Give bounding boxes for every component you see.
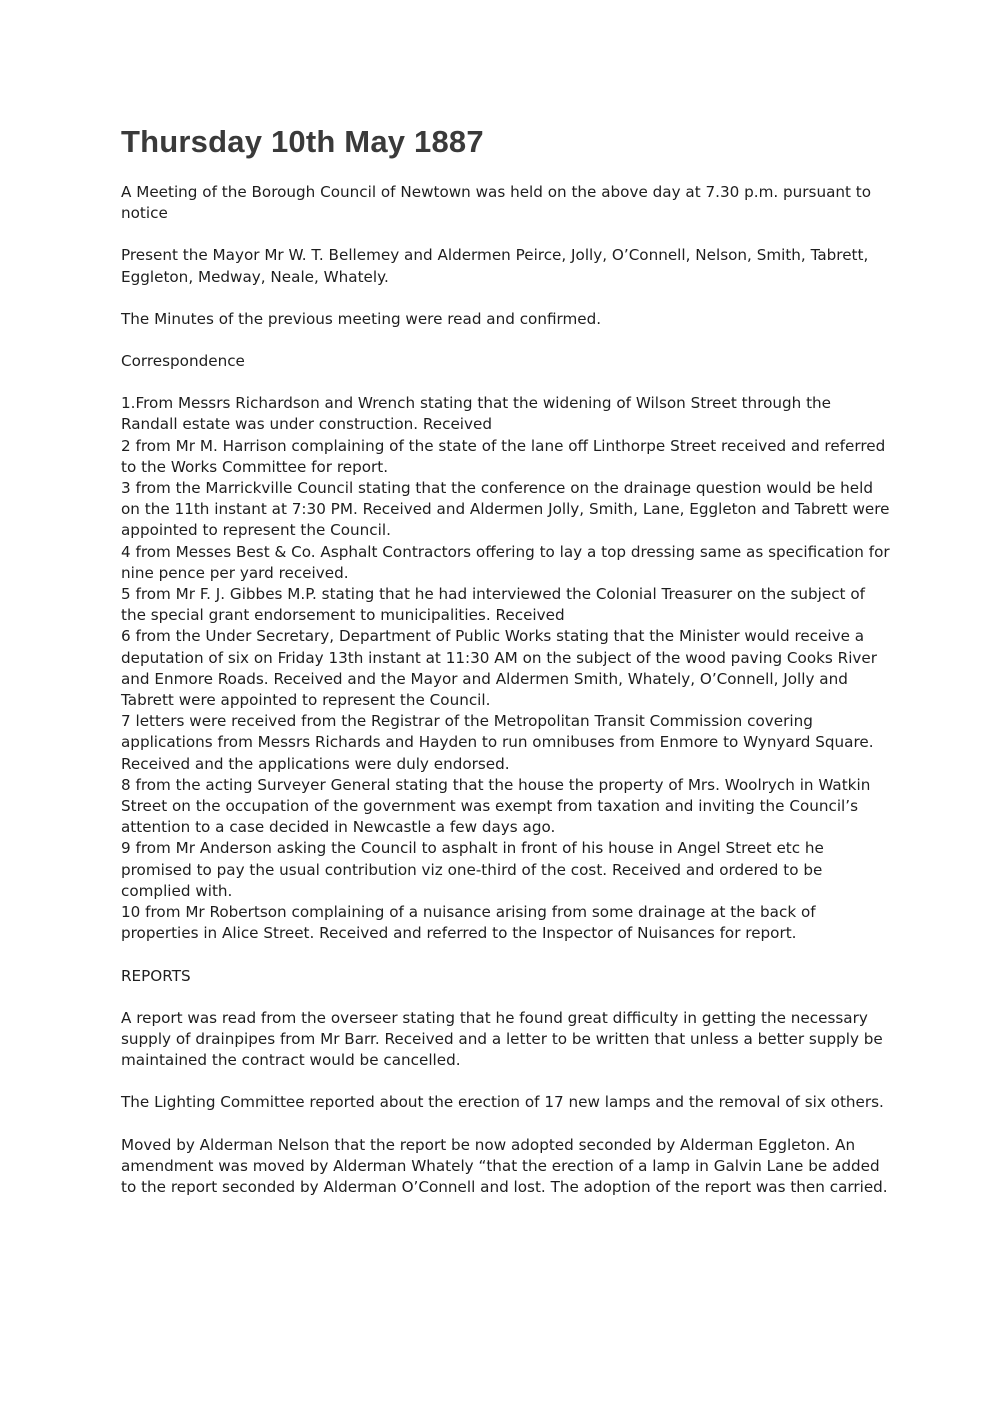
minutes-page xyxy=(121,124,891,1219)
correspondence-item: 2 from Mr M. Harrison complaining of the state of the lane off Linthorpe Street received and referred to the Works Committee for report. xyxy=(121,436,886,476)
page-title: Thursday 10th May 1887 xyxy=(121,124,484,159)
meeting-intro: A Meeting of the Borough Council of Newtown was held on the above day at 7.30 p.m. pursuant to notice xyxy=(121,183,872,223)
correspondence-item: 8 from the acting Surveyer General stating that the house the property of Mrs. Woolrych in Watkin Street on the occupation of the government was exempt from taxation and inviting the Council’s attention to a case decided in Newcastle a few days ago. xyxy=(121,775,871,837)
correspondence-item: 9 from Mr Anderson asking the Council to asphalt in front of his house in Angel Street etc he promised to pay the usual contribution viz one-third of the cost. Received and ordered to be complied with. xyxy=(121,839,824,900)
correspondence-item: 6 from the Under Secretary, Department of Public Works stating that the Minister would receive a deputation of six on Friday 13th instant at 11:30 AM on the subject of the wood paving Cooks River and Enmore Roads. Received and the Mayor and Aldermen Smith, Whately, O’Connell, Jolly and Tabrett were appointed to represent the Council. xyxy=(121,627,877,710)
minutes-confirmation: The Minutes of the previous meeting were read and confirmed. xyxy=(121,309,602,328)
attendance-paragraph: Present the Mayor Mr W. T. Bellemey and Aldermen Peirce, Jolly, O’Connell, Nelson, Smith, Tabrett, Eggleton, Medway, Neale, Whately. xyxy=(121,246,869,286)
reports-heading: REPORTS xyxy=(121,966,191,985)
correspondence-item: 5 from Mr F. J. Gibbes M.P. stating that he had interviewed the Colonial Treasurer on the subject of the special grant endorsement to municipalities. Received xyxy=(121,585,865,625)
correspondence-list xyxy=(121,393,891,944)
correspondence-item: 7 letters were received from the Registrar of the Metropolitan Transit Commission covering applications from Messrs Richards and Hayden to run omnibuses from Enmore to Wynyard Square. Received and the applications were duly endorsed. xyxy=(121,712,874,773)
correspondence-item: 4 from Messes Best & Co. Asphalt Contractors offering to lay a top dressing same as specification for nine pence per yard received. xyxy=(121,542,890,582)
correspondence-item: 1.From Messrs Richardson and Wrench stating that the widening of Wilson Street through the Randall estate was under construction. Received xyxy=(121,394,832,434)
correspondence-item: 10 from Mr Robertson complaining of a nuisance arising from some drainage at the back of properties in Alice Street. Received and referred to the Inspector of Nuisances for report. xyxy=(121,903,816,943)
report-paragraph: A report was read from the overseer stating that he found great difficulty in getting the necessary supply of drainpipes from Mr Barr. Received and a letter to be written that unless a better supply be maintained the contract would be cancelled. xyxy=(121,1008,883,1070)
correspondence-item: 3 from the Marrickville Council stating that the conference on the drainage question would be held on the 11th instant at 7:30 PM. Received and Aldermen Jolly, Smith, Lane, Eggleton and Tabrett were appointed to represent the Council. xyxy=(121,479,890,540)
correspondence-heading: Correspondence xyxy=(121,352,245,371)
report-paragraph: Moved by Alderman Nelson that the report be now adopted seconded by Alderman Eggleton. An amendment was moved by Alderman Whately “that the erection of a lamp in Galvin Lane be added to the report seconded by Alderman O’Connell and lost. The adoption of the report was then carried. xyxy=(121,1135,888,1196)
report-paragraph: The Lighting Committee reported about the erection of 17 new lamps and the removal of six others. xyxy=(121,1093,884,1112)
